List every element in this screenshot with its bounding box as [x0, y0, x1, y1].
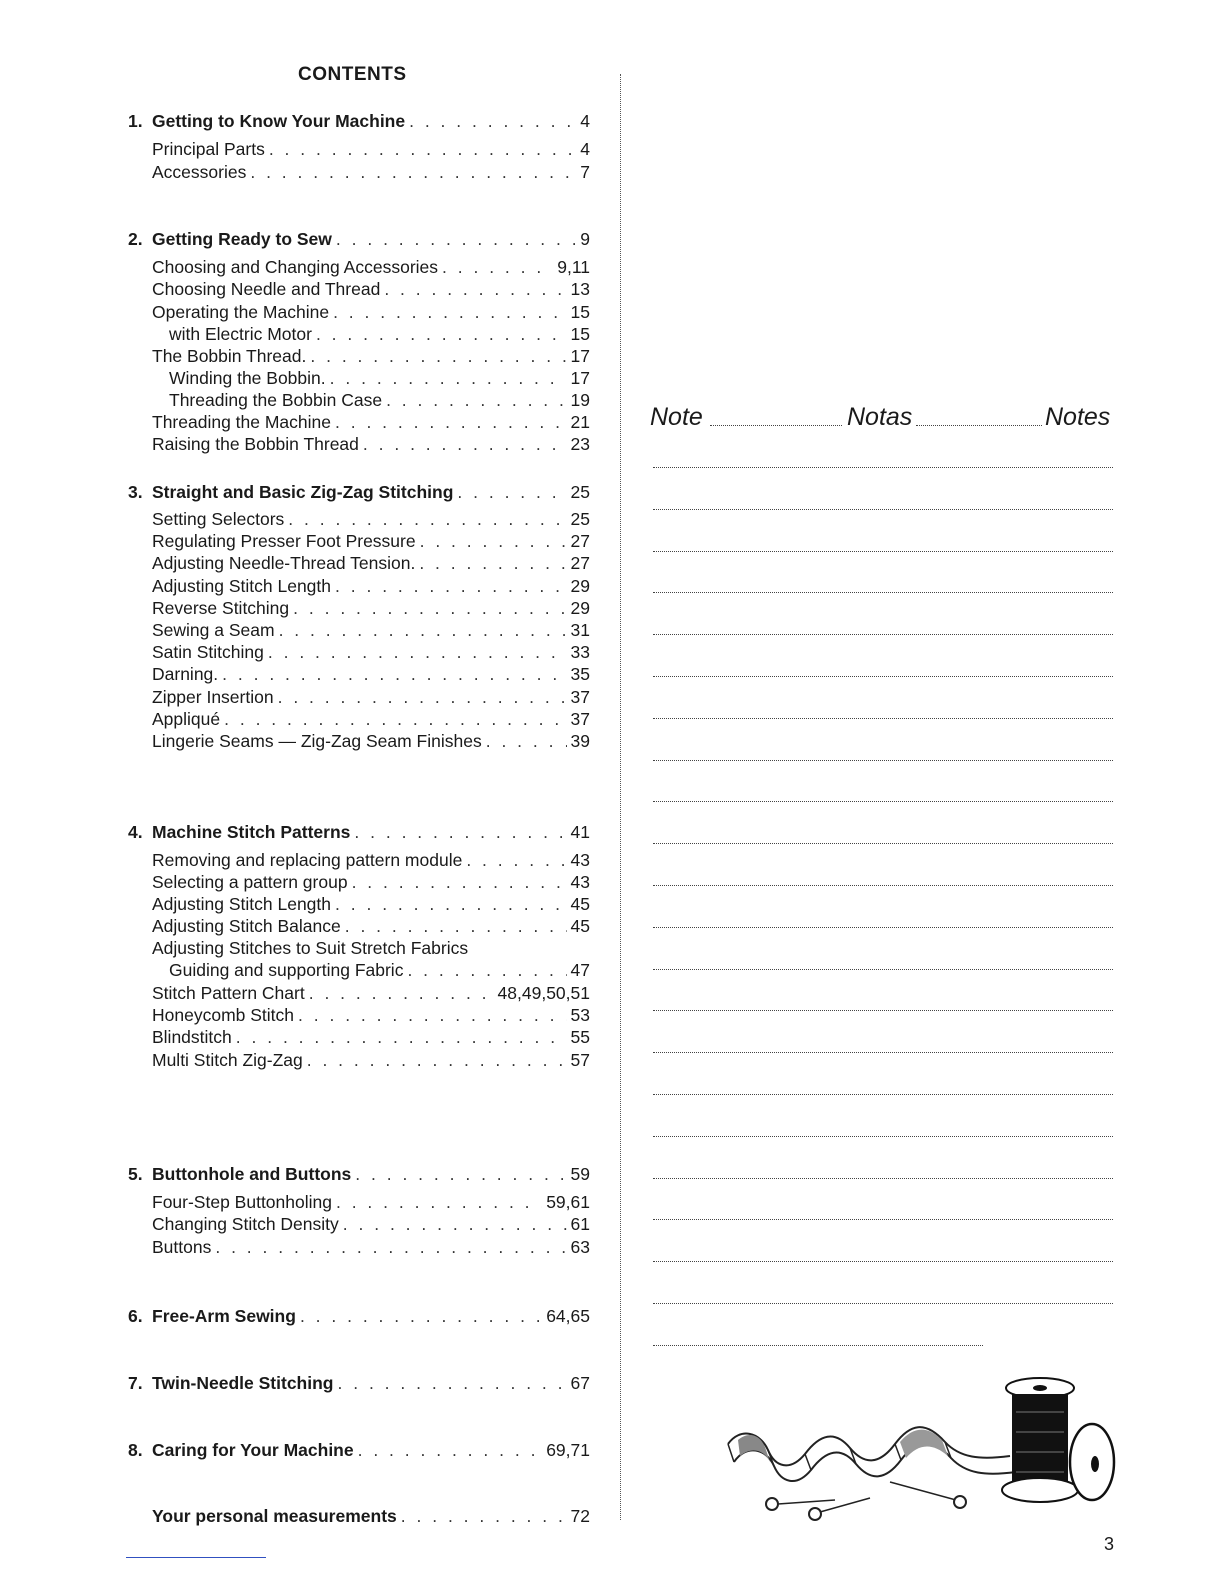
toc-dot-leader — [224, 708, 566, 730]
toc-entry-row — [128, 641, 590, 663]
toc-page-number: 59,61 — [546, 1192, 590, 1212]
note-writing-line — [653, 760, 1113, 761]
toc-dot-leader — [307, 1049, 567, 1071]
toc-page-number: 9 — [580, 229, 590, 249]
toc-page-number: 29 — [570, 576, 590, 596]
toc-page-number: 55 — [570, 1027, 590, 1047]
toc-dot-leader — [355, 1163, 566, 1185]
toc-label: Choosing and Changing Accessories — [152, 257, 439, 277]
toc-label: Your personal measurements — [152, 1506, 397, 1526]
note-writing-line — [653, 1303, 1113, 1304]
toc-label: with Electric Motor — [169, 324, 312, 344]
toc-dot-leader — [316, 323, 567, 345]
toc-dot-leader — [293, 597, 566, 619]
note-writing-line — [653, 1052, 1113, 1053]
sewing-spool-illustration — [720, 1372, 1120, 1522]
toc-label: Four-Step Buttonholing — [152, 1192, 332, 1212]
toc-dot-leader — [358, 1439, 543, 1461]
toc-page-number: 9,11 — [557, 257, 590, 277]
toc-label: Twin-Needle Stitching — [152, 1373, 334, 1393]
toc-dot-leader — [300, 1305, 542, 1327]
toc-entry-row — [128, 871, 590, 893]
toc-dot-leader — [335, 411, 567, 433]
toc-dot-leader — [363, 433, 567, 455]
toc-dot-leader — [407, 959, 566, 981]
pins-icon — [766, 1482, 966, 1520]
toc-entry-row — [128, 367, 590, 389]
toc-label: Free-Arm Sewing — [152, 1306, 296, 1326]
toc-dot-leader — [269, 138, 576, 160]
toc-page-number: 72 — [570, 1506, 590, 1526]
toc-page-number: 23 — [570, 434, 590, 454]
note-writing-line — [653, 1094, 1113, 1095]
toc-dot-leader — [420, 530, 567, 552]
toc-entry-row — [128, 138, 590, 160]
note-writing-line — [653, 927, 1113, 928]
toc-page-number: 37 — [570, 687, 590, 707]
toc-dot-leader — [409, 110, 576, 132]
toc-label: Lingerie Seams — Zig-Zag Seam Finishes — [152, 731, 482, 751]
toc-section-number: 6. — [128, 1306, 143, 1326]
toc-entry-row — [128, 323, 590, 345]
toc-dot-leader — [268, 641, 567, 663]
note-writing-line — [653, 1136, 1113, 1137]
toc-label: Caring for Your Machine — [152, 1440, 354, 1460]
toc-section-number: 8. — [128, 1440, 143, 1460]
toc-dot-leader — [288, 508, 566, 530]
toc-page-number: 33 — [570, 642, 590, 662]
toc-entry-row — [128, 708, 590, 730]
toc-label: Accessories — [152, 162, 247, 182]
toc-entry-row — [128, 597, 590, 619]
toc-entry-row — [128, 508, 590, 530]
note-writing-line — [653, 718, 1113, 719]
toc-entry-row — [128, 411, 590, 433]
toc-page-number: 21 — [570, 412, 590, 432]
toc-entry-row — [128, 686, 590, 708]
toc-page-number: 57 — [570, 1050, 590, 1070]
toc-entry-row — [128, 389, 590, 411]
footnote-rule — [126, 1557, 266, 1558]
toc-page-number: 63 — [570, 1237, 590, 1257]
toc-section-row — [128, 1372, 590, 1394]
toc-label: Choosing Needle and Thread — [152, 279, 381, 299]
toc-label: Stitch Pattern Chart — [152, 983, 305, 1003]
toc-entry-row — [128, 730, 590, 752]
toc-dot-leader — [335, 893, 567, 915]
toc-page-number: 17 — [570, 368, 590, 388]
toc-label: Adjusting Needle-Thread Tension. — [152, 553, 416, 573]
note-writing-line — [653, 969, 1113, 970]
toc-label: Regulating Presser Foot Pressure — [152, 531, 416, 551]
toc-label: Guiding and supporting Fabric — [169, 960, 404, 980]
toc-label: Setting Selectors — [152, 509, 285, 529]
toc-entry-row — [128, 256, 590, 278]
toc-dot-leader — [457, 481, 566, 503]
toc-label: Principal Parts — [152, 139, 265, 159]
toc-dot-leader — [486, 730, 567, 752]
toc-entry-row — [128, 937, 590, 959]
toc-section-row — [128, 481, 590, 503]
toc-label: Getting to Know Your Machine — [152, 111, 406, 131]
toc-label: Blindstitch — [152, 1027, 232, 1047]
toc-entry-row — [128, 619, 590, 641]
toc-entry-row — [128, 161, 590, 183]
toc-dot-leader — [419, 552, 566, 574]
toc-page-number: 15 — [570, 302, 590, 322]
toc-entry-row — [128, 575, 590, 597]
toc-page-number: 48,49,50,51 — [497, 983, 590, 1003]
toc-section-number: 1. — [128, 111, 143, 131]
toc-section-row — [128, 1305, 590, 1327]
toc-label: Threading the Machine — [152, 412, 331, 432]
toc-dot-leader — [442, 256, 553, 278]
toc-label: Reverse Stitching — [152, 598, 290, 618]
toc-page-number: 19 — [570, 390, 590, 410]
toc-section-row — [128, 1163, 590, 1185]
toc-dot-leader — [215, 1236, 566, 1258]
toc-dot-leader — [279, 619, 567, 641]
toc-dot-leader — [343, 1213, 567, 1235]
toc-dot-leader — [333, 301, 566, 323]
toc-label: Selecting a pattern group — [152, 872, 348, 892]
toc-label: Straight and Basic Zig-Zag Stitching — [152, 482, 454, 502]
toc-label: Adjusting Stitch Length — [152, 894, 332, 914]
toc-label: Winding the Bobbin. — [169, 368, 326, 388]
toc-label: Operating the Machine — [152, 302, 330, 322]
toc-dot-leader — [330, 367, 567, 389]
toc-dot-leader — [352, 871, 567, 893]
toc-label: Threading the Bobbin Case — [169, 390, 383, 410]
toc-page-number: 67 — [570, 1373, 590, 1393]
note-writing-line — [653, 509, 1113, 510]
toc-dot-leader — [278, 686, 567, 708]
toc-page-number: 35 — [570, 664, 590, 684]
toc-page-number: 17 — [570, 346, 590, 366]
notes-label-notes: Notes — [1045, 403, 1111, 431]
toc-label: Sewing a Seam — [152, 620, 275, 640]
toc-section-number: 3. — [128, 482, 143, 502]
toc-page-number: 27 — [570, 553, 590, 573]
note-writing-line — [653, 1010, 1113, 1011]
toc-page-number: 39 — [570, 731, 590, 751]
toc-entry-row — [128, 345, 590, 367]
toc-dot-leader — [401, 1505, 567, 1527]
note-writing-line — [653, 801, 1113, 802]
note-writing-line — [653, 467, 1113, 468]
note-writing-line — [653, 592, 1113, 593]
toc-entry-row — [128, 893, 590, 915]
toc-page-number: 25 — [570, 482, 590, 502]
toc-entry-row — [128, 663, 590, 685]
measuring-tape-icon — [728, 1427, 1016, 1481]
toc-dot-leader — [345, 915, 567, 937]
toc-label: Zipper Insertion — [152, 687, 274, 707]
toc-entry-row — [128, 915, 590, 937]
toc-dot-leader — [354, 821, 566, 843]
toc-dot-leader — [310, 345, 566, 367]
toc-page-number: 69,71 — [546, 1440, 590, 1460]
toc-section-number: 7. — [128, 1373, 143, 1393]
toc-label: Adjusting Stitch Balance — [152, 916, 341, 936]
toc-page-number: 37 — [570, 709, 590, 729]
note-writing-line — [653, 676, 1113, 677]
toc-label: Machine Stitch Patterns — [152, 822, 351, 842]
note-writing-line — [653, 1219, 1113, 1220]
thread-spool-icon — [1002, 1378, 1114, 1502]
toc-section-row — [128, 821, 590, 843]
toc-label: Adjusting Stitch Length — [152, 576, 332, 596]
toc-entry-row — [128, 552, 590, 574]
toc-page-number: 53 — [570, 1005, 590, 1025]
notes-label-note: Note — [650, 403, 703, 431]
page-number: 3 — [1104, 1534, 1115, 1554]
toc-dot-leader — [236, 1026, 567, 1048]
toc-dot-leader — [222, 663, 566, 685]
toc-section-row — [128, 1439, 590, 1461]
toc-section-number: 5. — [128, 1164, 143, 1184]
notes-label-notas: Notas — [847, 403, 913, 431]
toc-page-number: 45 — [570, 894, 590, 914]
toc-entry-row — [128, 1213, 590, 1235]
toc-section-row — [128, 110, 590, 132]
toc-page-number: 59 — [570, 1164, 590, 1184]
toc-entry-row — [128, 1191, 590, 1213]
toc-entry-row — [128, 278, 590, 300]
toc-page-number: 15 — [570, 324, 590, 344]
toc-label: Removing and replacing pattern module — [152, 850, 463, 870]
notes-header-rule — [710, 425, 842, 426]
toc-page-number: 61 — [570, 1214, 590, 1234]
toc-label: Satin Stitching — [152, 642, 264, 662]
toc-entry-row — [128, 1004, 590, 1026]
toc-label: Appliqué — [152, 709, 221, 729]
toc-dot-leader — [386, 389, 566, 411]
toc-entry-row — [128, 849, 590, 871]
note-writing-line — [653, 551, 1113, 552]
toc-dot-leader — [336, 228, 576, 250]
toc-dot-leader — [309, 982, 494, 1004]
toc-dot-leader — [466, 849, 566, 871]
toc-page-number: 64,65 — [546, 1306, 590, 1326]
toc-label: Adjusting Stitches to Suit Stretch Fabrics — [152, 938, 469, 958]
toc-page-number: 27 — [570, 531, 590, 551]
toc-entry-row — [128, 530, 590, 552]
toc-label: Buttons — [152, 1237, 212, 1257]
toc-entry-row — [128, 433, 590, 455]
toc-page-number: 43 — [570, 850, 590, 870]
toc-section-row — [128, 228, 590, 250]
note-writing-line — [653, 1178, 1113, 1179]
notes-header — [650, 403, 1112, 433]
toc-dot-leader — [336, 1191, 542, 1213]
toc-dot-leader — [338, 1372, 567, 1394]
toc-entry-row — [128, 1236, 590, 1258]
toc-label: Raising the Bobbin Thread — [152, 434, 359, 454]
toc-page-number: 7 — [580, 162, 590, 182]
toc-label: The Bobbin Thread. — [152, 346, 307, 366]
toc-label: Honeycomb Stitch — [152, 1005, 295, 1025]
toc-section-number: 2. — [128, 229, 143, 249]
toc-page-number: 45 — [570, 916, 590, 936]
toc-page-number: 47 — [570, 960, 590, 980]
note-writing-line — [653, 885, 1113, 886]
note-writing-line — [653, 1345, 983, 1346]
toc-label: Darning. — [152, 664, 219, 684]
toc-dot-leader — [335, 575, 567, 597]
contents-title: CONTENTS — [298, 64, 407, 85]
toc-page-number: 13 — [570, 279, 590, 299]
column-divider — [620, 74, 621, 1520]
toc-label: Changing Stitch Density — [152, 1214, 339, 1234]
toc-entry-row — [128, 982, 590, 1004]
toc-label: Getting Ready to Sew — [152, 229, 332, 249]
toc-page-number: 29 — [570, 598, 590, 618]
toc-page-number: 41 — [570, 822, 590, 842]
toc-page-number: 43 — [570, 872, 590, 892]
toc-entry-row — [128, 959, 590, 981]
note-writing-line — [653, 843, 1113, 844]
toc-label: Multi Stitch Zig-Zag — [152, 1050, 303, 1070]
toc-dot-leader — [384, 278, 566, 300]
toc-entry-row — [128, 1026, 590, 1048]
toc-page-number: 31 — [570, 620, 590, 640]
toc-page-number: 4 — [580, 139, 590, 159]
notes-header-rule — [916, 425, 1042, 426]
note-writing-line — [653, 634, 1113, 635]
toc-dot-leader — [298, 1004, 567, 1026]
toc-entry-row — [128, 1049, 590, 1071]
note-writing-line — [653, 1261, 1113, 1262]
toc-page-number: 25 — [570, 509, 590, 529]
toc-section-number: 4. — [128, 822, 143, 842]
toc-label: Buttonhole and Buttons — [152, 1164, 352, 1184]
toc-section-row — [128, 1505, 590, 1527]
toc-dot-leader — [250, 161, 576, 183]
toc-entry-row — [128, 301, 590, 323]
toc-page-number: 4 — [580, 111, 590, 131]
